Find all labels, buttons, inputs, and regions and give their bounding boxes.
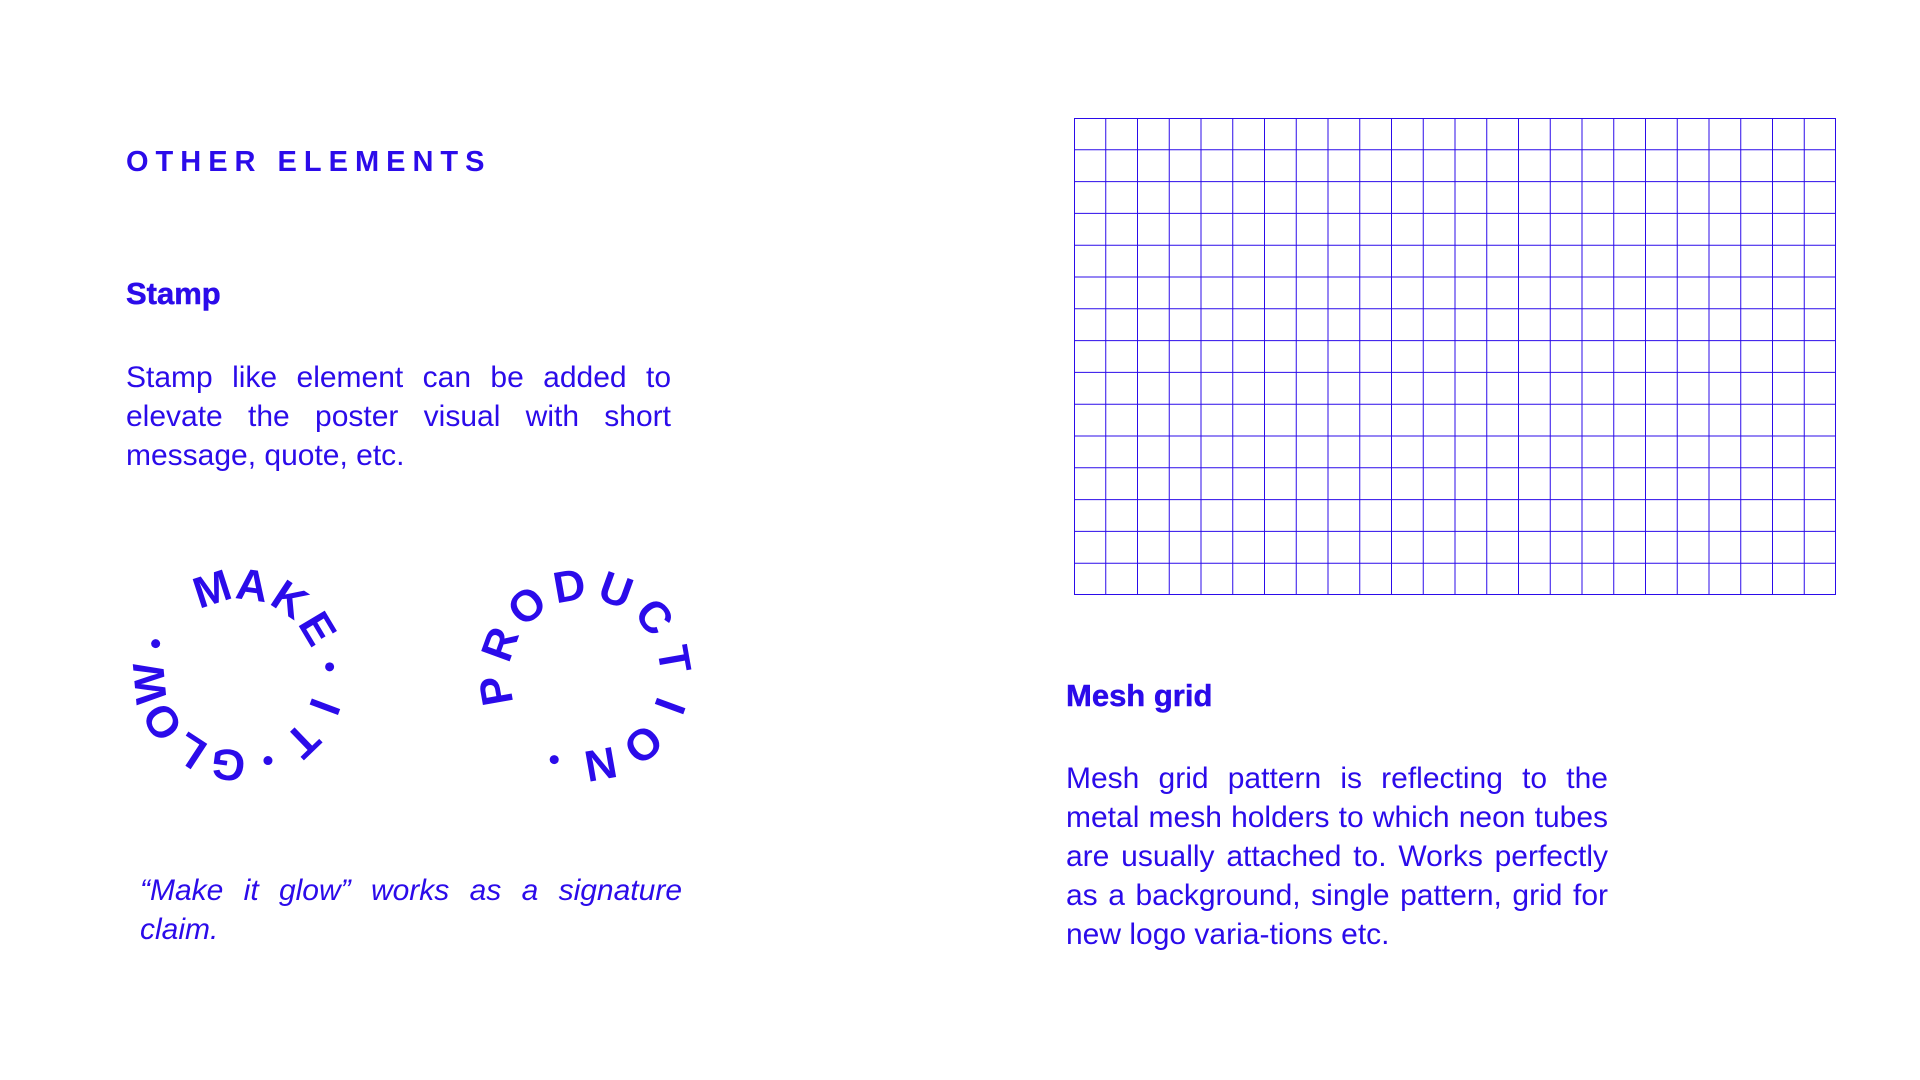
mesh-heading: Mesh grid xyxy=(1066,678,1213,713)
stamp-description: Stamp like element can be added to elevate the poster visual with short message, quote, etc. xyxy=(126,361,671,472)
stamp-letter: K xyxy=(262,570,317,630)
stamp-dot xyxy=(550,755,559,764)
stamp-letter: P xyxy=(469,671,524,710)
stamp-letter: I xyxy=(644,691,695,720)
make-it-glow-stamp xyxy=(120,545,360,805)
stamp-letter: M xyxy=(187,560,238,619)
production-stamp xyxy=(465,545,705,805)
stamp-dot xyxy=(263,756,272,765)
stamp-letter: T xyxy=(275,712,329,767)
stamp-letter: W xyxy=(124,660,177,707)
stamp-letter: G xyxy=(207,737,249,791)
stamp-letter: U xyxy=(592,561,640,619)
section-title: OTHER ELEMENTS xyxy=(126,146,492,178)
stamp-letter: N xyxy=(580,736,621,791)
stamp-letter: A xyxy=(233,559,272,613)
stamp-heading: Stamp xyxy=(126,276,221,311)
stamp-dot xyxy=(151,639,160,648)
stamp-letter: R xyxy=(471,620,529,668)
mesh-grid-pattern xyxy=(1074,118,1836,595)
stamp-letter: D xyxy=(549,559,590,614)
stamp-dot xyxy=(325,662,334,671)
stamp-letter: O xyxy=(498,576,557,636)
stamp-letter: O xyxy=(133,694,193,749)
stamp-letter: T xyxy=(647,641,701,677)
stamp-letter: L xyxy=(165,722,216,779)
stamp-caption: “Make it glow” works as a signature claim. xyxy=(140,874,682,946)
stamp-letter: I xyxy=(299,692,350,721)
stamp-letter: C xyxy=(624,589,683,646)
stamp-letter: O xyxy=(613,714,672,774)
mesh-description: Mesh grid pattern is reflecting to the metal mesh holders to which neon tubes are usually attached to. Works perfectly as a background, single pattern, grid for new logo varia-tions etc. xyxy=(1066,762,1608,951)
stamp-letter: E xyxy=(288,603,346,654)
